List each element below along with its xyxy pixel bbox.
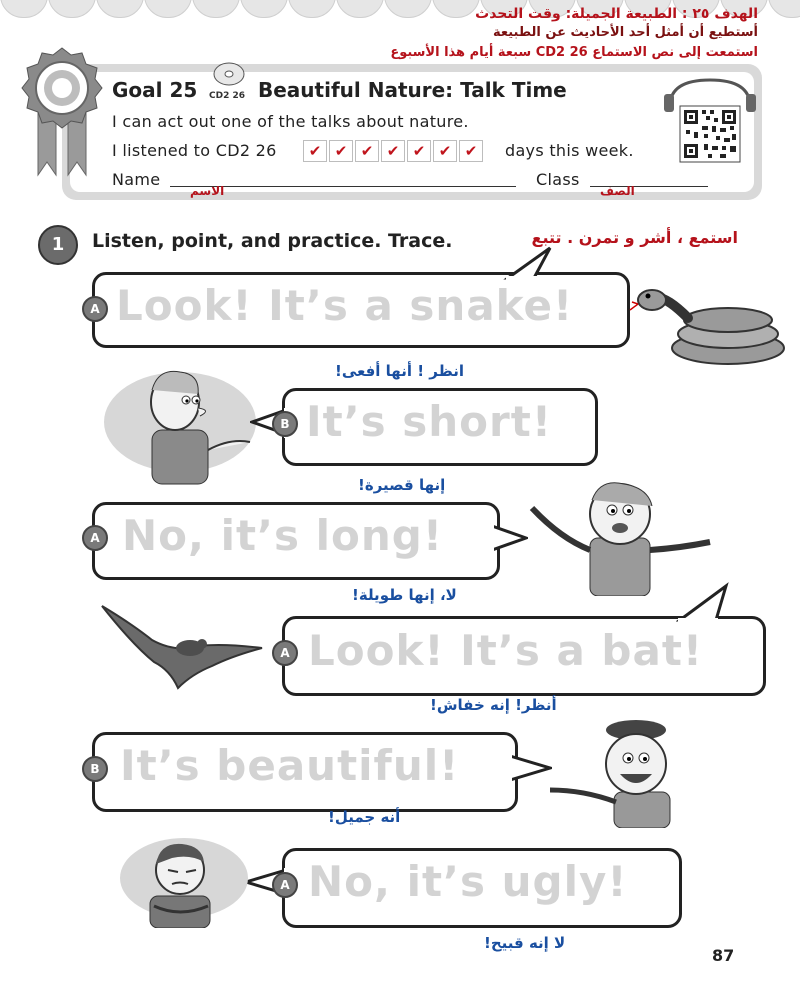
speaker-badge-a: A: [272, 872, 298, 898]
cd-icon: [212, 60, 246, 90]
day-check-7[interactable]: ✔: [459, 140, 483, 162]
bat-icon: [92, 600, 272, 692]
header-arabic-goal: الهدف ٢٥ : الطبيعة الجميلة: وقت التحدث: [475, 6, 758, 22]
day-check-3[interactable]: ✔: [355, 140, 379, 162]
snake-icon: [628, 268, 788, 368]
speaker-badge-b: B: [82, 756, 108, 782]
translation-2: إنها قصيرة!: [358, 476, 446, 494]
dialogue-line-3[interactable]: No, it’s long!: [122, 511, 444, 560]
cd-label: CD2 26: [209, 91, 245, 101]
name-label-arabic: الاسم: [190, 184, 225, 198]
translation-4: أنظر! إنه خفاش!: [430, 696, 557, 714]
day-check-2[interactable]: ✔: [329, 140, 353, 162]
day-check-4[interactable]: ✔: [381, 140, 405, 162]
header-arabic-objective: أستطيع أن أمثل أحد الأحاديث عن الطبيعة: [493, 25, 758, 40]
translation-6: لا إنه قبيح!: [484, 934, 566, 952]
speaker-badge-a: A: [82, 525, 108, 551]
name-label: Name: [112, 170, 161, 189]
bubble-tail-1: [500, 240, 560, 280]
speaker-badge-a: A: [82, 296, 108, 322]
day-check-1[interactable]: ✔: [303, 140, 327, 162]
boy-beret-character-icon: [544, 716, 694, 828]
goal-objective: I can act out one of the talks about nature.: [112, 112, 469, 131]
qr-code-icon[interactable]: [660, 76, 760, 166]
listened-suffix: days this week.: [505, 141, 634, 160]
class-label: Class: [536, 170, 580, 189]
activity-instruction-arabic: استمع ، أشر و تمرن . تتبع: [528, 228, 742, 247]
goal-label: Goal 25: [112, 78, 198, 102]
header-arabic-listen: استمعت إلى نص الاستماع CD2 26 سبعة أيام هذا الأسبوع: [390, 45, 758, 60]
listened-prefix: I listened to CD2 26: [112, 141, 277, 160]
page-number: 87: [712, 946, 735, 965]
dialogue-line-2[interactable]: It’s short!: [306, 397, 552, 446]
day-check-6[interactable]: ✔: [433, 140, 457, 162]
speaker-badge-b: B: [272, 411, 298, 437]
translation-1: انظر ! أنها أفعى!: [335, 362, 464, 380]
bubble-tail-4: [676, 582, 736, 622]
speaker-badge-a: A: [272, 640, 298, 666]
class-label-arabic: الصف: [600, 184, 635, 198]
dialogue-line-1[interactable]: Look! It’s a snake!: [116, 281, 574, 330]
dialogue-line-4[interactable]: Look! It’s a bat!: [308, 626, 704, 675]
grumpy-girl-character-icon: [110, 832, 260, 928]
translation-3: لا، إنها طويلة!: [352, 586, 457, 604]
translation-5: أنه جميل!: [328, 808, 401, 826]
day-check-5[interactable]: ✔: [407, 140, 431, 162]
dialogue-line-5[interactable]: It’s beautiful!: [120, 741, 460, 790]
activity-number: 1: [38, 225, 78, 265]
goal-title: Beautiful Nature: Talk Time: [258, 78, 567, 102]
girl-character-icon: [520, 478, 720, 596]
rosette-icon: [16, 40, 116, 180]
activity-instruction: Listen, point, and practice. Trace.: [92, 230, 453, 252]
dialogue-line-6[interactable]: No, it’s ugly!: [308, 857, 628, 906]
